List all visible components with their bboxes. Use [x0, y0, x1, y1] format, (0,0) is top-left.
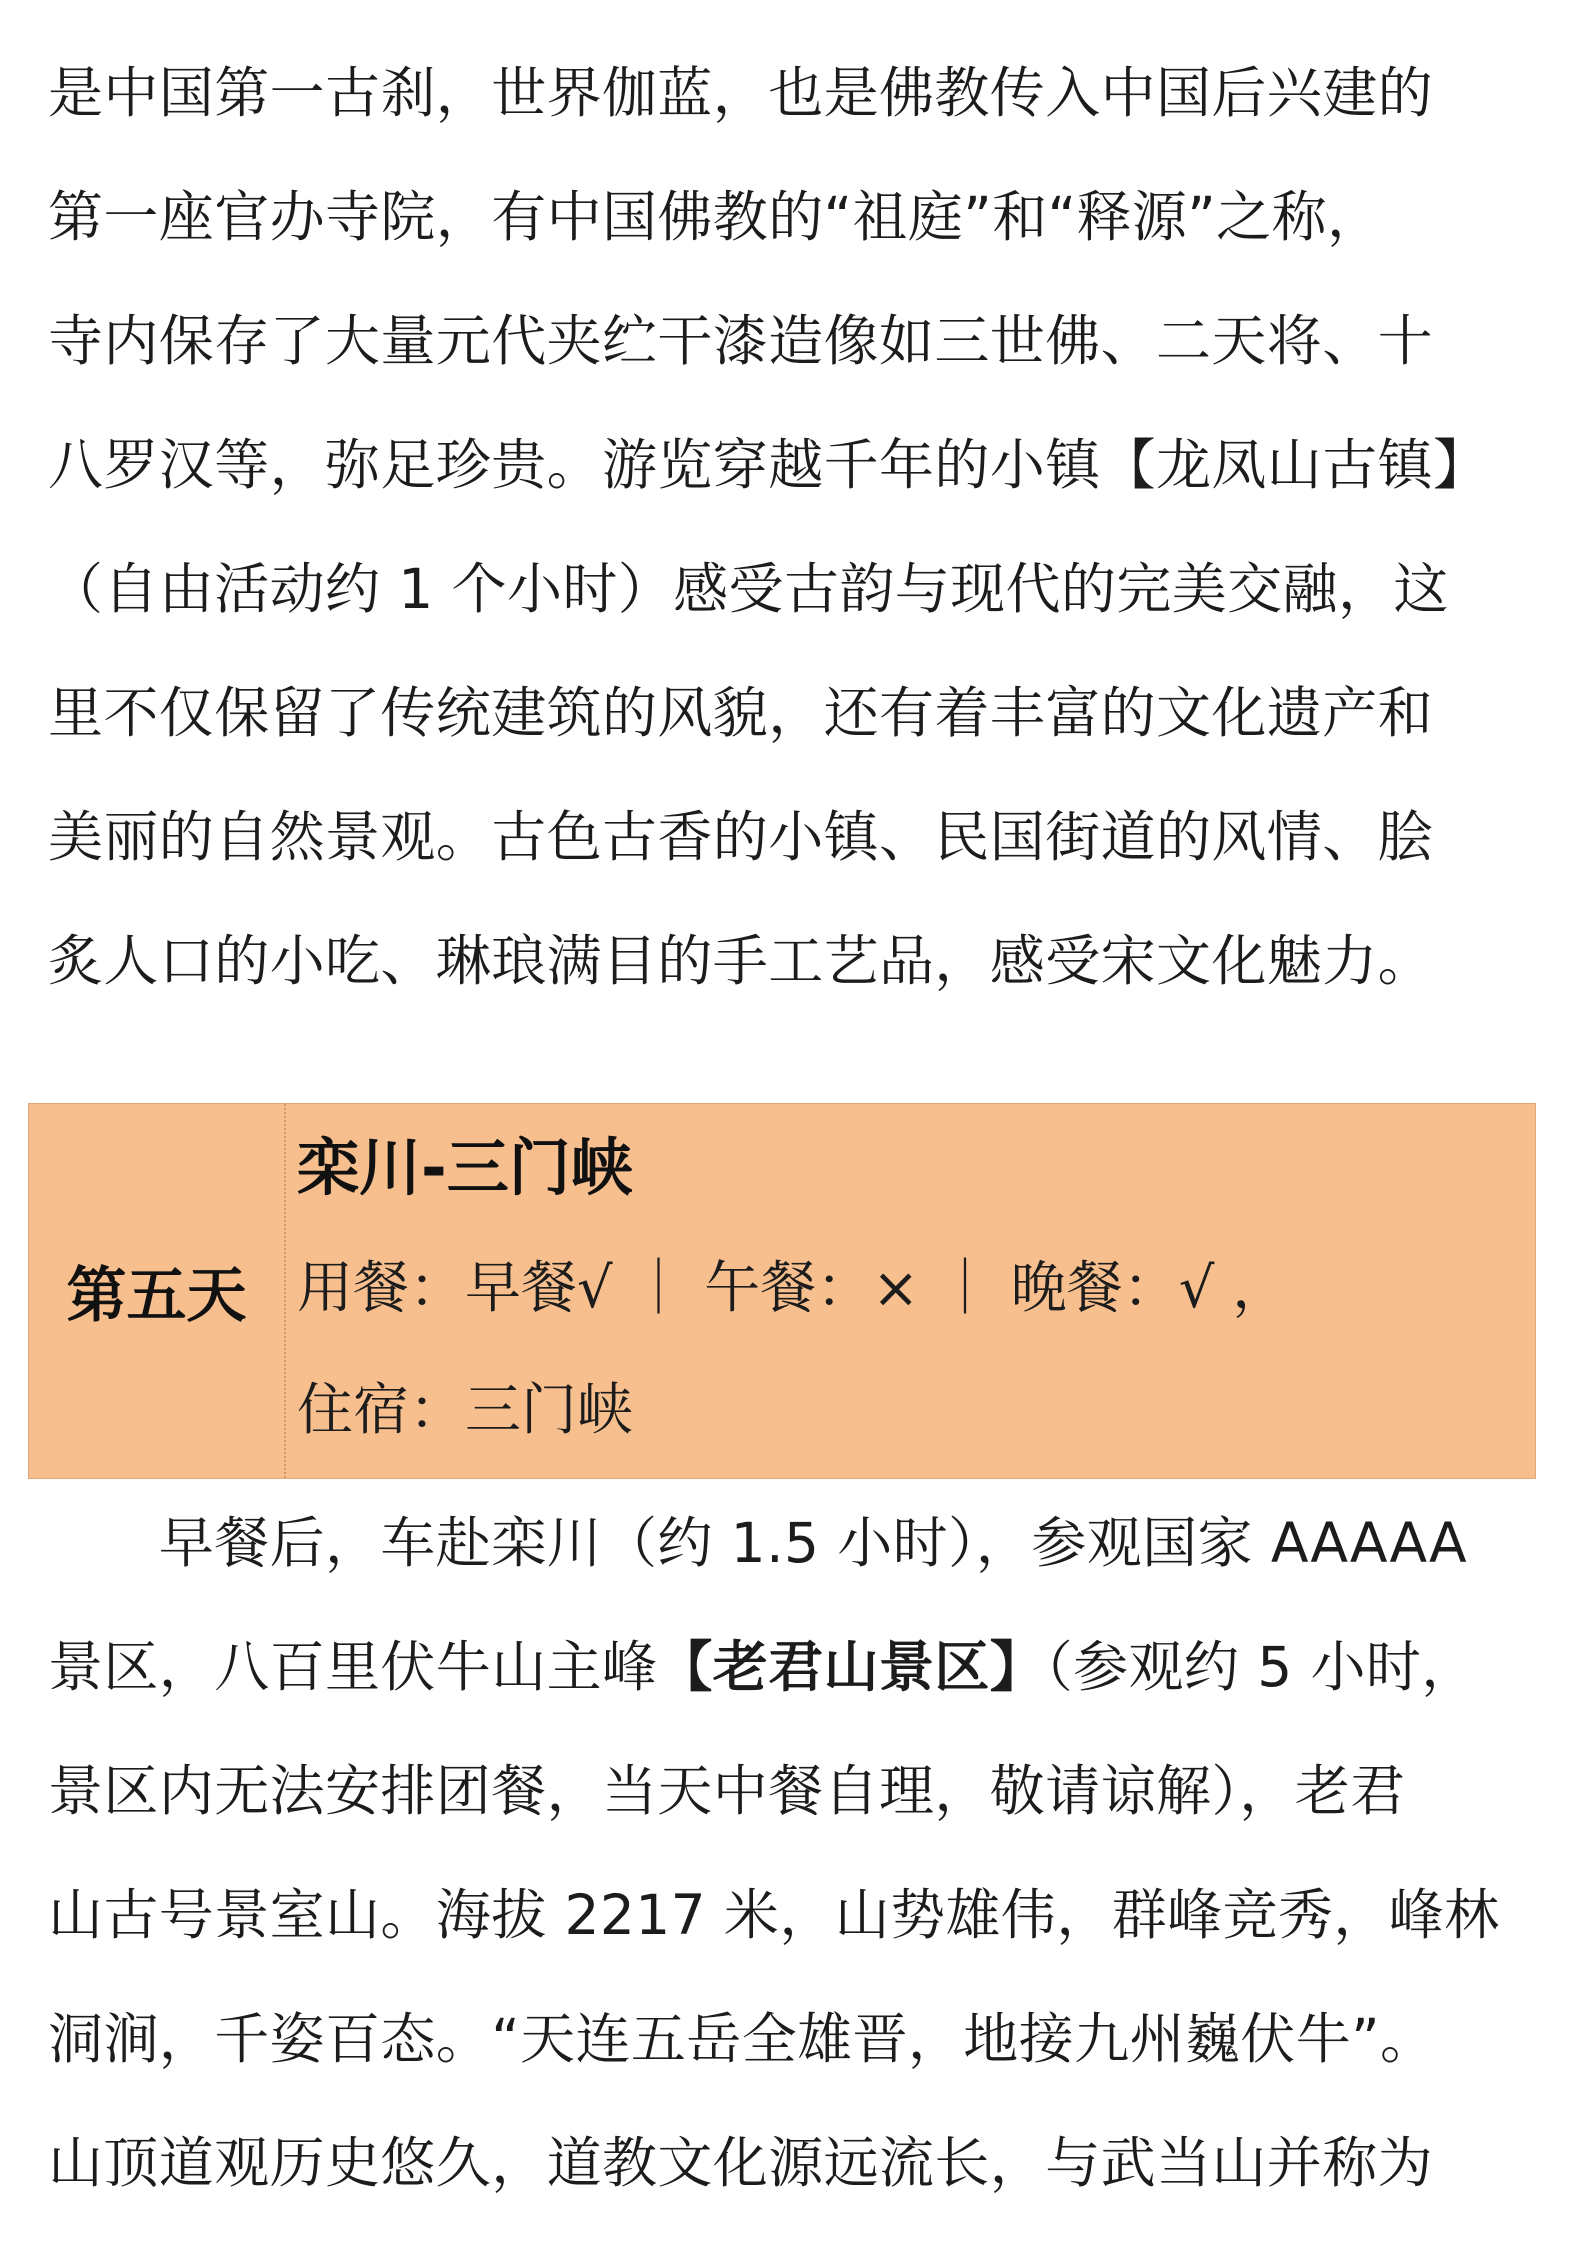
para2-line-5: 洞涧，千姿百态。“天连五岳全雄晋，地接九州巍伏牛”。 — [48, 2007, 1436, 2071]
para2-line-2-pre: 景区，八百里伏牛山主峰 — [48, 1635, 658, 1699]
para1-line-2: 第一座官办寺院，有中国佛教的“祖庭”和“释源”之称， — [48, 185, 1383, 249]
day-meals: 用餐：早餐√ ｜ 午餐：× ｜ 晚餐：√ ， — [297, 1256, 1289, 1321]
day-route: 栾川-三门峡 — [297, 1131, 633, 1204]
para1-line-5: （自由活动约 1 个小时）感受古韵与现代的完美交融，这 — [48, 557, 1449, 621]
scenic-area-name: 【老君山景区】 — [657, 1635, 1046, 1699]
para2-line-3: 景区内无法安排团餐，当天中餐自理，敬请谅解），老君 — [48, 1759, 1406, 1823]
para1-line-8: 炙人口的小吃、琳琅满目的手工艺品，感受宋文化魅力。 — [48, 929, 1434, 993]
para1-line-3: 寺内保存了大量元代夹纻干漆造像如三世佛、二天将、十 — [48, 309, 1434, 373]
para1-line-1: 是中国第一古刹，世界伽蓝，也是佛教传入中国后兴建的 — [48, 61, 1434, 125]
day-label: 第五天 — [29, 1104, 286, 1478]
day-header-box — [28, 1103, 1536, 1479]
para1-line-7: 美丽的自然景观。古色古香的小镇、民国街道的风情、脍 — [48, 805, 1434, 869]
para2-line-1: 早餐后，车赴栾川（约 1.5 小时），参观国家 AAAAA — [48, 1511, 1468, 1575]
para2-line-2 — [48, 1632, 1548, 1702]
day-accommodation: 住宿：三门峡 — [297, 1378, 633, 1443]
para2-line-4: 山古号景室山。海拔 2217 米，山势雄伟，群峰竞秀，峰林 — [48, 1883, 1500, 1947]
para1-line-4-text: 八罗汉等，弥足珍贵。游览穿越千年的小镇 — [48, 433, 1101, 497]
town-name-highlight: 【龙凤山古镇】 — [1100, 433, 1489, 497]
para2-line-6: 山顶道观历史悠久，道教文化源远流长，与武当山并称为 — [48, 2131, 1434, 2195]
para1-line-4 — [48, 430, 1548, 500]
para1-line-6: 里不仅保留了传统建筑的风貌，还有着丰富的文化遗产和 — [48, 681, 1434, 745]
para2-line-2-post: （参观约 5 小时， — [1045, 1635, 1477, 1699]
